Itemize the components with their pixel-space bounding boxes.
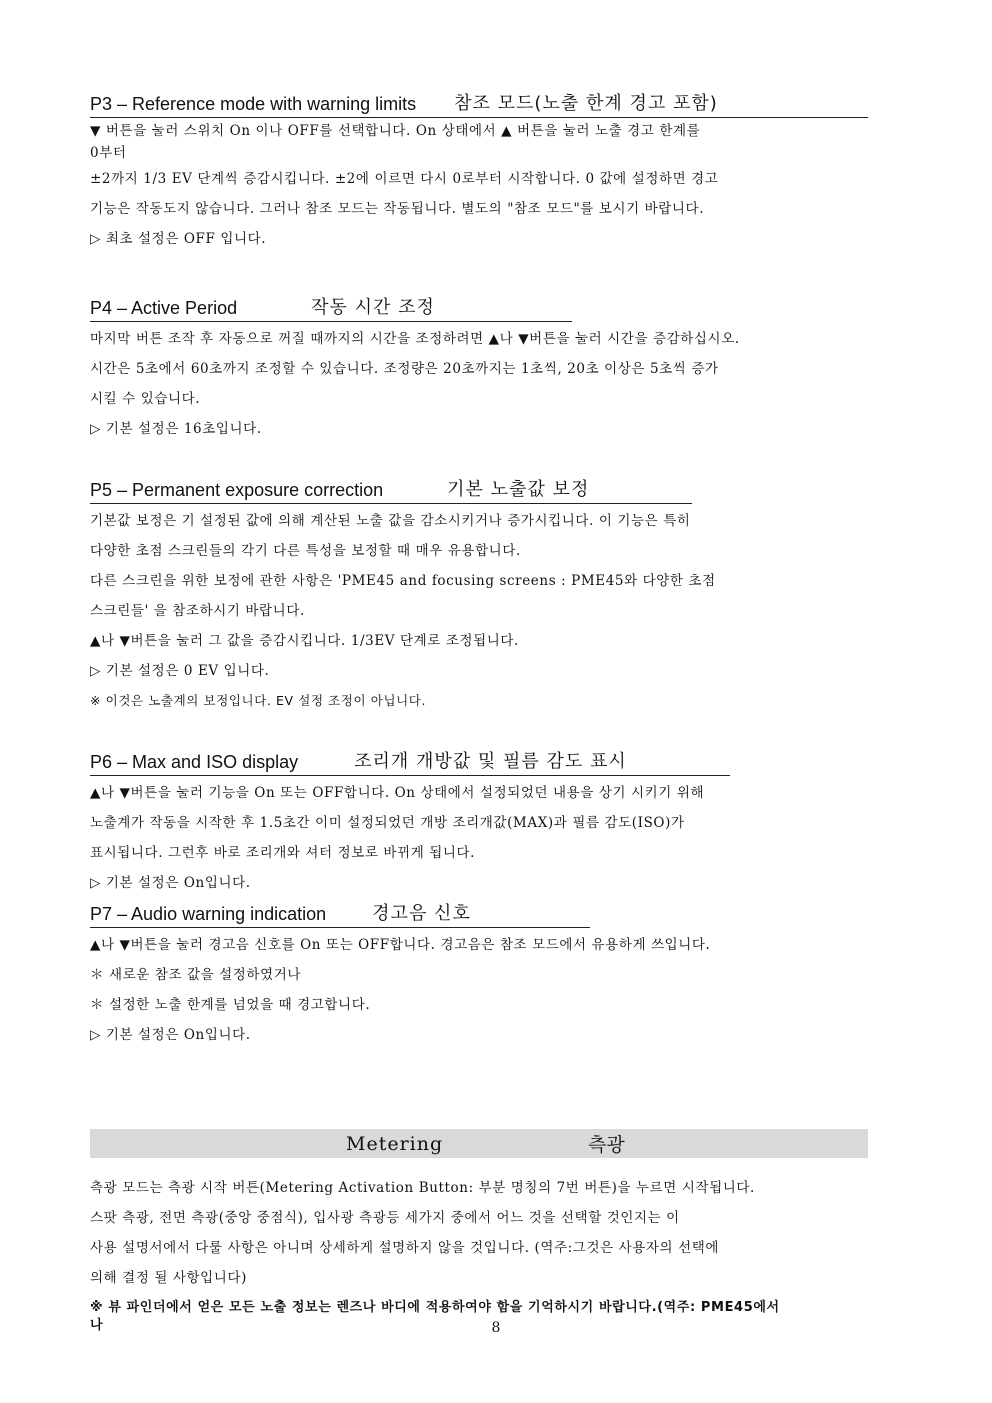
heading-english: P3 – Reference mode with warning limits: [90, 94, 417, 114]
paragraph-line: ▼ 버튼을 눌러 스위치 On 이나 OFF를 선택합니다. On 상태에서 ▲ 버튼을 눌러 노출 경고 한계를: [90, 123, 701, 139]
bold-note: 나: [90, 1318, 104, 1333]
paragraph-line: ▲나 ▼버튼을 눌러 경고음 신호를 On 또는 OFF합니다. 경고음은 참조 모드에서 유용하게 쓰입니다.: [90, 937, 711, 953]
reference-line: 스크린들' 을 참조하시기 바랍니다.: [90, 603, 305, 619]
default-setting-note: ▷ 기본 설정은 0 EV 입니다.: [90, 663, 270, 679]
default-setting-note: ▷ 기본 설정은 On입니다.: [90, 1027, 251, 1043]
section-metering: [90, 1173, 780, 1337]
paragraph-line: 시간은 5초에서 60초까지 조정할 수 있습니다. 조정량은 20초까지는 1초씩, 20초 이상은 5초씩 증가: [90, 361, 719, 377]
section-p7: [90, 902, 710, 1050]
heading-korean: 참조 모드(노출 한계 경고 포함): [454, 93, 718, 114]
section-heading: [90, 750, 730, 776]
paragraph-line: 기본값 보정은 기 설정된 값에 의해 계산된 노출 값을 감소시키거나 증가시킵니다. 이 기능은 특히: [90, 513, 691, 529]
heading-english: P6 – Max and ISO display: [90, 752, 299, 772]
paragraph-line: 사용 설명서에서 다룰 사항은 아니며 상세하게 설명하지 않을 것입니다. (역주:그것은 사용자의 선택에: [90, 1240, 719, 1256]
heading-english: Metering: [346, 1132, 444, 1155]
paragraph-line: 기능은 작동도지 않습니다. 그러나 참조 모드는 작동됩니다. 별도의 "참조 모드"를 보시기 바랍니다.: [90, 201, 705, 217]
page-number: 8: [491, 1320, 501, 1336]
default-setting-note: ▷ 기본 설정은 16초입니다.: [90, 421, 262, 437]
section-p4: [90, 296, 740, 444]
paragraph-line: 노출계가 작동을 시작한 후 1.5초간 이미 설정되었던 개방 조리개값(MAX)과 필름 감도(ISO)가: [90, 815, 685, 831]
heading-english: P7 – Audio warning indication: [90, 904, 327, 924]
default-setting-note: ▷ 기본 설정은 On입니다.: [90, 875, 251, 891]
heading-korean: 기본 노출값 보정: [447, 479, 590, 500]
paragraph-line: 스팟 측광, 전면 측광(중앙 중점식), 입사광 측광등 세가지 중에서 어느 것을 선택할 것인지는 이: [90, 1210, 680, 1226]
paragraph-line: 측광 모드는 측광 시작 버튼(Metering Activation Button: 부분 명칭의 7번 버튼)을 누르면 시작됩니다.: [90, 1180, 755, 1196]
heading-english: P4 – Active Period: [90, 298, 238, 318]
section-p6: [90, 750, 730, 898]
bullet-item: ＊ 설정한 노출 한계를 넘었을 때 경고합니다.: [90, 997, 371, 1013]
heading-korean: 조리개 개방값 및 필름 감도 표시: [354, 751, 627, 772]
default-setting-note: ▷ 최초 설정은 OFF 입니다.: [90, 231, 267, 247]
metering-heading-bar: [90, 1129, 868, 1158]
reference-line: 다른 스크린을 위한 보정에 관한 사항은 'PME45 and focusing screens : PME45와 다양한 초점: [90, 573, 716, 589]
paragraph-line: 시킬 수 있습니다.: [90, 391, 201, 407]
bullet-item: ＊ 새로운 참조 값을 설정하였거나: [90, 967, 301, 983]
paragraph-line: 0부터: [90, 145, 127, 161]
section-heading: [90, 296, 572, 322]
heading-korean: 작동 시간 조정: [311, 297, 435, 318]
heading-korean: 경고음 신호: [372, 903, 471, 924]
section-p5: [90, 478, 716, 716]
section-p3: [90, 92, 868, 254]
paragraph-line: 다양한 초점 스크린들의 각기 다른 특성을 보정할 때 매우 유용합니다.: [90, 543, 521, 559]
paragraph-line: 의해 결정 될 사항입니다): [90, 1270, 247, 1286]
paragraph-line: ▲나 ▼버튼을 눌러 그 값을 증감시킵니다. 1/3EV 단계로 조정됩니다.: [90, 633, 519, 649]
paragraph-line: 표시됩니다. 그런후 바로 조리개와 셔터 정보로 바뀌게 됩니다.: [90, 845, 476, 861]
heading-english: P5 – Permanent exposure correction: [90, 480, 384, 500]
paragraph-line: 마지막 버튼 조작 후 자동으로 꺼질 때까지의 시간을 조정하려면 ▲나 ▼버튼을 눌러 시간을 증감하십시오.: [90, 331, 740, 347]
heading-korean: 측광: [588, 1134, 625, 1156]
section-heading: [90, 478, 692, 504]
section-heading: [90, 92, 868, 118]
paragraph-line: ▲나 ▼버튼을 눌러 기능을 On 또는 OFF합니다. On 상태에서 설정되었던 내용을 상기 시키기 위해: [90, 785, 705, 801]
remark-note: ※ 이것은 노출계의 보정입니다. EV 설정 조정이 아닙니다.: [90, 693, 427, 708]
bold-note: ※ 뷰 파인더에서 얻은 모든 노출 정보는 렌즈나 바디에 적용하여야 함을 기억하시기 바랍니다.(역주: PME45에서: [90, 1300, 780, 1315]
paragraph-line: ±2까지 1/3 EV 단계씩 증감시킵니다. ±2에 이르면 다시 0로부터 시작합니다. 0 값에 설정하면 경고: [90, 171, 719, 187]
section-heading: [90, 902, 590, 928]
